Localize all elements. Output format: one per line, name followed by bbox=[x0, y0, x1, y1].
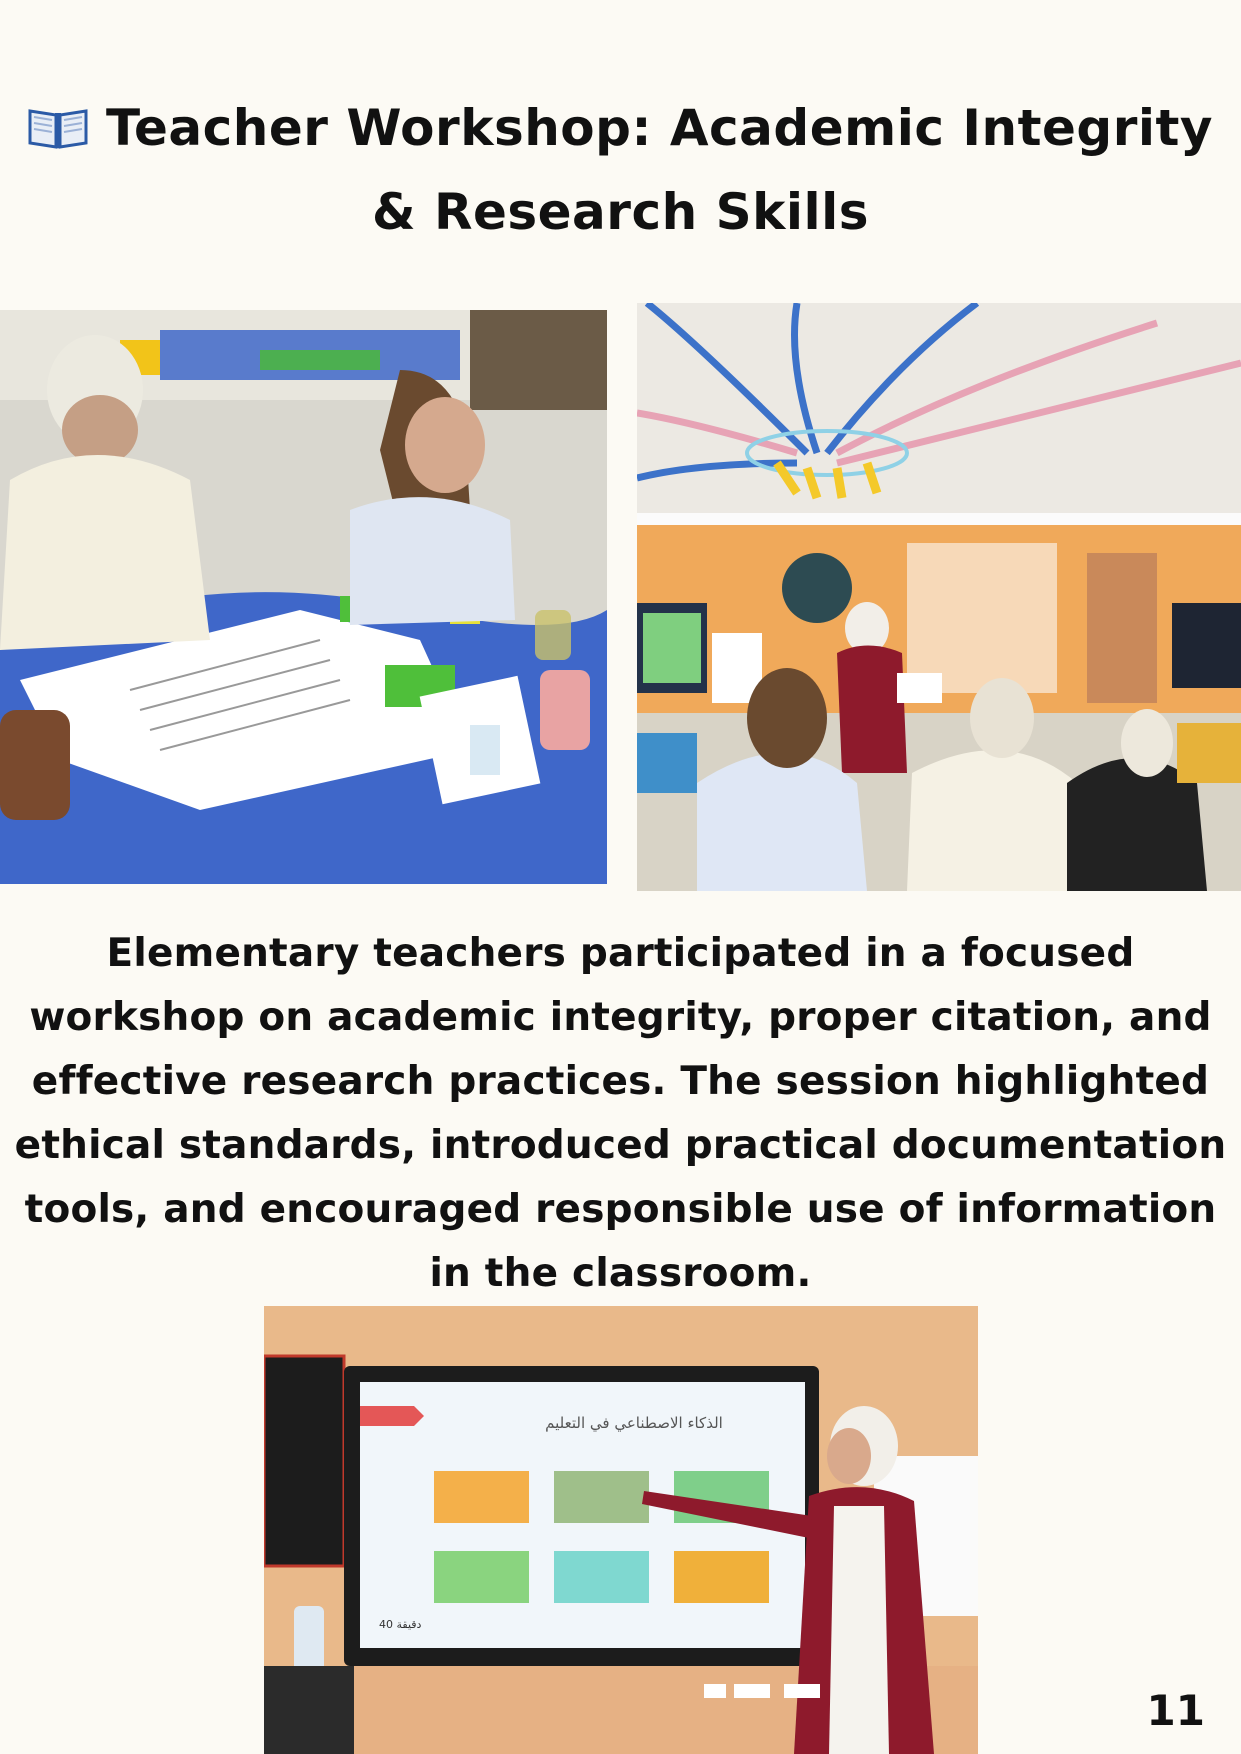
classroom-session-photo bbox=[637, 303, 1241, 891]
page-title bbox=[0, 86, 1241, 254]
slide-duration: 40 دقيقة bbox=[379, 1618, 422, 1631]
presenter-photo bbox=[264, 1306, 978, 1754]
workshop-table-photo bbox=[0, 310, 607, 884]
title-text: Teacher Workshop: Academic Integrity & Research Skills bbox=[105, 99, 1213, 241]
workshop-description: Elementary teachers participated in a focused workshop on academic integrity, proper citation, and effective research practices. The session highlighted ethical standards, introduced practical documentation tools, and encouraged responsible use of information in the classroom. bbox=[14, 931, 1227, 1296]
open-book-icon bbox=[28, 90, 88, 134]
page-number: 11 bbox=[1146, 1686, 1205, 1735]
slide-heading: الذكاء الاصطناعي في التعليم bbox=[545, 1414, 723, 1432]
